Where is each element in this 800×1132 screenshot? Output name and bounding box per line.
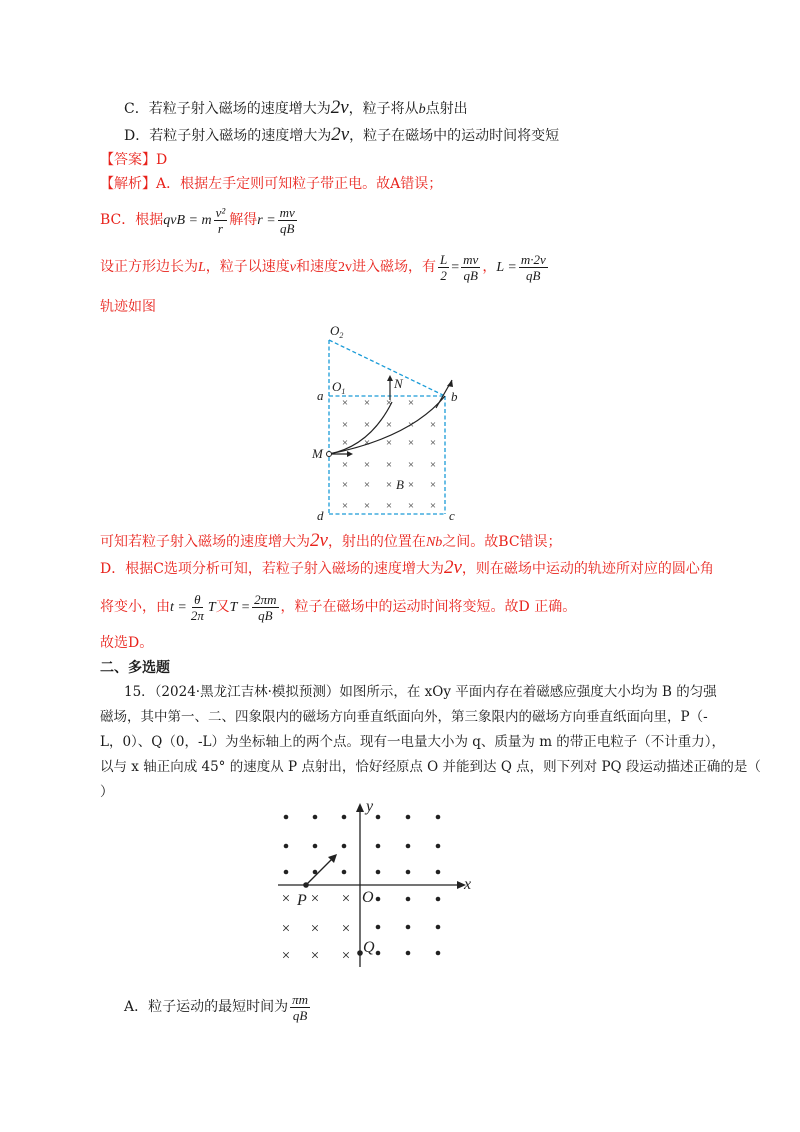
q15-line-3: L，0）、Q（0，-L）为坐标轴上的两个点。现有一电量大小为 q、质量为 m 的带正电粒子（不计重力），	[100, 734, 726, 750]
svg-text:×: ×	[385, 437, 393, 449]
svg-text:×: ×	[407, 437, 415, 449]
analysis-conclusion: 故选D。	[100, 635, 154, 651]
section-title: 二、多选题	[100, 660, 170, 676]
svg-text:P: P	[297, 892, 307, 909]
svg-text:d: d	[317, 508, 324, 523]
field-diagram	[270, 795, 480, 975]
svg-text:×: ×	[281, 921, 291, 937]
svg-text:×: ×	[310, 891, 320, 907]
svg-text:×: ×	[429, 437, 437, 449]
svg-text:×: ×	[429, 419, 437, 431]
svg-text:×: ×	[341, 459, 349, 471]
svg-text:×: ×	[363, 459, 371, 471]
svg-text:×: ×	[363, 479, 371, 491]
field-crosses	[282, 891, 350, 964]
svg-text:×: ×	[407, 500, 415, 512]
svg-text:×: ×	[385, 419, 393, 431]
svg-text:×: ×	[429, 500, 437, 512]
svg-text:O1: $O_1$	[332, 379, 346, 396]
svg-text:N: N	[394, 376, 403, 391]
svg-text:x: x	[464, 876, 472, 893]
svg-text:×: ×	[363, 500, 371, 512]
svg-text:y: y	[366, 798, 374, 815]
svg-text:B: B	[396, 477, 404, 492]
svg-text:×: ×	[429, 479, 437, 491]
analysis-line-3: 设正方形边长为L，粒子以速度v和速度2v进入磁场，有 $\frac{L}{2}$ = $\frac{mv}{qB}$ ，L = $\frac{m\cdot 2v}{qB}$	[100, 251, 546, 283]
svg-text:×: ×	[385, 479, 393, 491]
svg-text:×: ×	[385, 397, 393, 409]
svg-text:×: ×	[310, 948, 320, 964]
svg-text:×: ×	[407, 419, 415, 431]
analysis-line-5: 可知若粒子射入磁场的速度增大为2v，射出的位置在Nb之间。故BC错误；	[100, 530, 562, 551]
analysis-line-4: 轨迹如图	[100, 299, 156, 315]
svg-text:×: ×	[341, 921, 351, 937]
svg-text:O: O	[362, 889, 374, 906]
svg-text:×: ×	[341, 891, 351, 907]
svg-text:×: ×	[363, 419, 371, 431]
svg-text:×: ×	[281, 948, 291, 964]
svg-text:×: ×	[407, 459, 415, 471]
q15-line-2: 磁场，其中第一、二、四象限内的磁场方向垂直纸面向外，第三象限内的磁场方向垂直纸面向里，P（-	[100, 709, 708, 725]
svg-text:×: ×	[281, 891, 291, 907]
svg-text:b: b	[451, 389, 458, 404]
q15-line-5: ）	[100, 784, 114, 800]
svg-text:×: ×	[385, 459, 393, 471]
svg-text:×: ×	[341, 419, 349, 431]
svg-text:×: ×	[363, 437, 371, 449]
q15-line-1: 15．（2024·黑龙江吉林·模拟预测）如图所示，在 xOy 平面内存在着磁感应强度大小均为 B 的匀强	[124, 684, 717, 700]
trajectory-figure	[300, 318, 480, 526]
option-d: D．若粒子射入磁场的速度增大为2v，粒子在磁场中的运动时间将变短	[124, 124, 560, 145]
option-a: A．粒子运动的最短时间为 $\frac{\pi m}{qB}$	[124, 991, 309, 1023]
field-cross-marks	[342, 397, 436, 512]
analysis-line-2: BC．根据qvB = m $\frac{\text{v²}}{r}$ 解得r = $\frac{mv}{qB}$	[100, 204, 295, 236]
svg-text:×: ×	[341, 479, 349, 491]
svg-text:×: ×	[407, 397, 415, 409]
svg-text:c: c	[449, 508, 455, 523]
svg-text:×: ×	[341, 397, 349, 409]
q15-line-4: 以与 x 轴正向成 45° 的速度从 P 点射出，恰好经原点 O 并能到达 Q 点，则下列对 PQ 段运动描述正确的是（	[100, 759, 761, 775]
svg-text:×: ×	[341, 437, 349, 449]
analysis-line-1: 【解析】A．根据左手定则可知粒子带正电。故A错误；	[100, 176, 443, 192]
svg-text:×: ×	[363, 397, 371, 409]
option-c: C．若粒子射入磁场的速度增大为2v，粒子将从b点射出	[124, 97, 468, 118]
svg-text:×: ×	[429, 459, 437, 471]
analysis-line-6: D．根据C选项分析可知，若粒子射入磁场的速度增大为2v，则在磁场中运动的轨迹所对应的圆心角	[100, 557, 714, 578]
svg-text:O2: $O_2$	[330, 323, 344, 340]
svg-text:M: M	[312, 446, 323, 461]
svg-text:a: a	[317, 388, 324, 403]
svg-text:×: ×	[341, 948, 351, 964]
svg-text:×: ×	[341, 500, 349, 512]
svg-text:×: ×	[310, 921, 320, 937]
answer: 【答案】D	[100, 152, 168, 168]
analysis-line-7: 将变小，由t = $\frac{\theta}{2\pi}$ T又T = $\frac{2\pi m}{qB}$ ，粒子在磁场中的运动时间将变短。故D 正确。	[100, 591, 577, 623]
svg-text:Q: Q	[363, 939, 375, 956]
svg-text:×: ×	[385, 500, 393, 512]
svg-text:×: ×	[407, 479, 415, 491]
